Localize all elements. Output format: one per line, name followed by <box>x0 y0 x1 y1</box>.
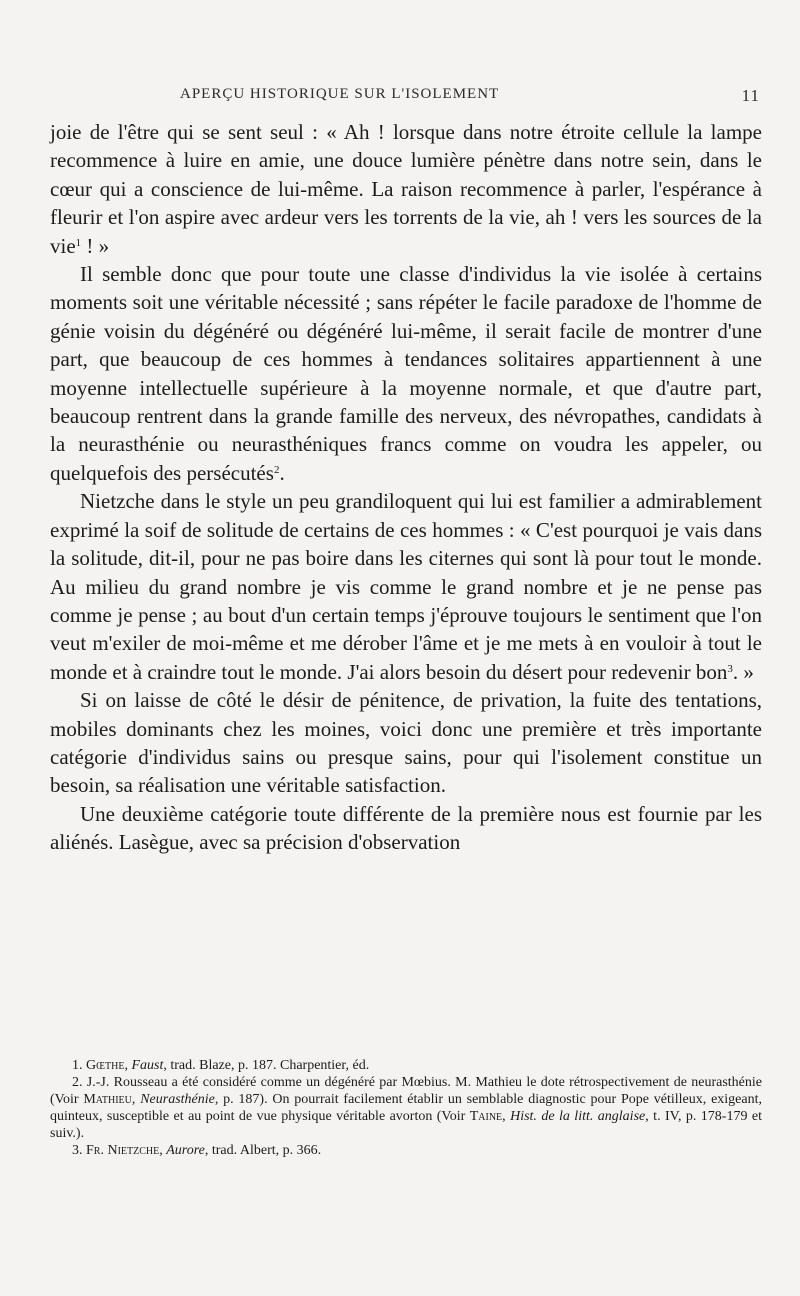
paragraph-5: Une deuxième catégorie toute différente de la première nous est fournie par les aliénés. Lasègue, avec sa précision d'observation <box>50 801 762 855</box>
footnote-3-author: Fr. Nietzche <box>86 1143 160 1158</box>
paragraph-3-text: Nietzche dans le style un peu grandiloquent qui lui est familier a admirablement exprimé la soif de solitude de certains de ces hommes : « C'est pourquoi je vais dans la solitude, dit-il, pour ne pas boire dans les citernes qui sont là pour tout le monde. Au milieu du grand nombre je vis comme le grand nombre et je ne pense pas comme je pense ; au bout d'un certain temps j'éprouve toujours le sentiment que l'on veut m'exiler de moi-même et me dérober l'âme et je me mets à en vouloir à tout le monde et à craindre tout le monde. J'ai alors besoin du désert pour redevenir bon <box>50 489 762 684</box>
footnote-2-text-b: , p. 187). On pourrait facilement établir un semblable diagnostic pour Pope vétilleux, exigeant, quinteux, susceptible et au point de vue physique véritable avorton (Voir <box>50 1092 762 1124</box>
footnote-2-title: Neurasthénie <box>140 1092 215 1107</box>
footnote-3 <box>50 1142 762 1159</box>
paragraph-2-tail: . <box>279 460 285 485</box>
footnote-2-author: Mathieu <box>83 1092 132 1107</box>
running-header <box>50 86 762 108</box>
paragraph-1-tail: ! » <box>81 233 110 258</box>
body-text <box>50 118 762 857</box>
footnote-3-sep: , <box>159 1143 167 1158</box>
footnote-1 <box>50 1057 762 1074</box>
footnote-2 <box>50 1074 762 1142</box>
footnote-1-rest: , trad. Blaze, p. 187. Charpentier, éd. <box>163 1058 370 1073</box>
paragraph-1-text: joie de l'être qui se sent seul : « Ah ! lorsque dans notre étroite cellule la lampe recommence à luire en amie, une douce lumière pénètre dans notre sein, dans le cœur qui a conscience de lui-même. La raison recommence à parler, l'espérance à fleurir et l'on aspire avec ardeur vers les torrents de la vie, ah ! vers les sources de la vie <box>50 120 762 258</box>
footnote-1-author: Gœthe <box>86 1058 125 1073</box>
footnote-2-sep2: , <box>502 1109 511 1124</box>
footnote-ref-1: 1 <box>75 236 82 249</box>
footnote-2-author2: Taine <box>469 1109 503 1124</box>
running-title: APERÇU HISTORIQUE SUR L'ISOLEMENT <box>180 86 500 102</box>
footnote-1-sep: , <box>124 1058 132 1073</box>
paragraph-2-text: Il semble donc que pour toute une classe d'individus la vie isolée à certains moments soit une véritable nécessité ; sans répéter le facile paradoxe de l'homme de génie voisin du dégénéré ou dégénéré lui-même, il serait facile de montrer d'une part, que beaucoup de ces hommes à tendances solitaires appartiennent à une moyenne intellectuelle supérieure à la moyenne normale, et que d'autre part, beaucoup rentrent dans la grande famille des nerveux, des névropathes, candidats à la neurasthénie ou neurasthéniques francs comme on voudra les appeler, ou quelquefois des persécutés <box>50 262 762 485</box>
footnote-2-sep: , <box>131 1092 141 1107</box>
page <box>50 86 762 857</box>
footnote-ref-2: 2 <box>273 463 280 476</box>
footnote-2-text-c: , t. IV, p. 178-179 et suiv.). <box>50 1109 763 1141</box>
paragraph-1 <box>50 118 762 260</box>
footnote-3-number: 3. <box>72 1143 86 1158</box>
paragraph-4: Si on laisse de côté le désir de pénitence, de privation, la fuite des tentations, mobiles dominants chez les moines, voici donc une première et très importante catégorie d'individus sains ou presque sains, pour qui l'isolement constitue un besoin, sa réalisation une véritable satisfaction. <box>50 688 762 798</box>
footnote-1-number: 1. <box>72 1058 86 1073</box>
footnote-ref-3: 3 <box>727 662 733 675</box>
footnote-2-title2: Hist. de la litt. anglaise <box>510 1109 646 1124</box>
paragraph-2 <box>50 260 762 487</box>
paragraph-3-tail: . » <box>732 659 754 684</box>
paragraph-3 <box>50 487 762 686</box>
footnote-1-title: Faust <box>131 1058 164 1073</box>
footnote-2-text-a: 2. J.-J. Rousseau a été considéré comme un dégénéré par Mœbius. M. Mathieu le dote rétrospectivement de neurasthénie (Voir <box>50 1075 762 1107</box>
footnotes <box>50 1057 762 1159</box>
footnote-3-rest: , trad. Albert, p. 366. <box>204 1143 322 1158</box>
footnote-3-title: Aurore <box>166 1143 205 1158</box>
page-number: 11 <box>741 86 760 105</box>
